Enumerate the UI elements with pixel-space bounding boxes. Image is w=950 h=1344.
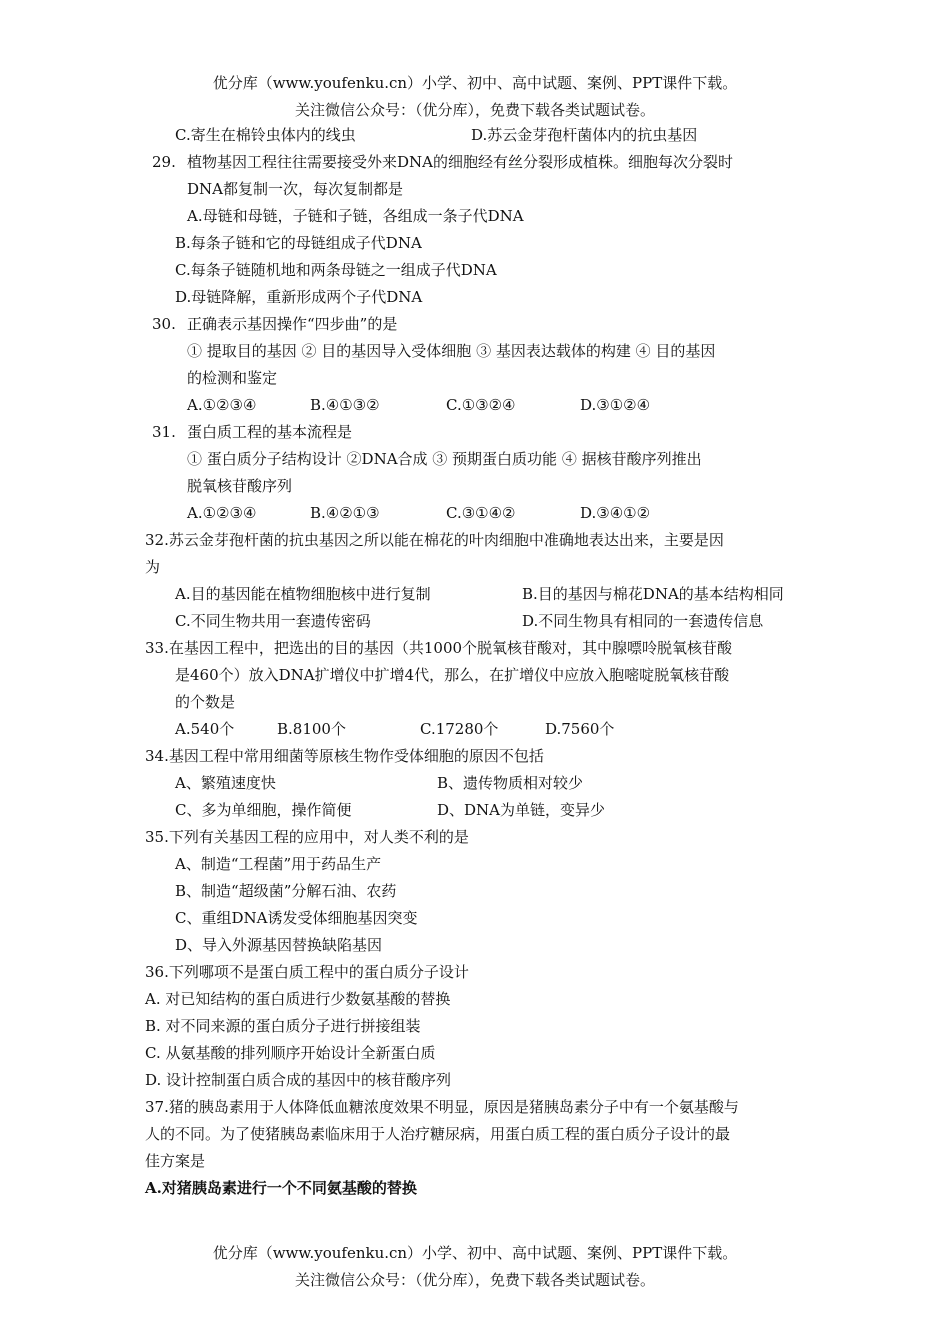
- q32-stem-1: 32.苏云金芽孢杆菌的抗虫基因之所以能在棉花的叶肉细胞中准确地表达出来，主要是因: [145, 531, 724, 549]
- q29-number: 29.: [152, 153, 176, 171]
- q29-option-d: D.母链降解，重新形成两个子代DNA: [175, 288, 423, 306]
- q34-option-a: A、繁殖速度快: [175, 774, 276, 792]
- q30-stem: 正确表示基因操作“四步曲”的是: [187, 315, 398, 333]
- q30-option-c: C.①③②④: [446, 396, 516, 414]
- q34-option-b: B、遗传物质相对较少: [437, 774, 584, 792]
- header-line-2: 关注微信公众号：（优分库），免费下载各类试题试卷。: [294, 101, 655, 119]
- q33-option-b: B.8100个: [277, 720, 346, 738]
- q31-option-b: B.④②①③: [310, 504, 380, 522]
- q36-option-a: A. 对已知结构的蛋白质进行少数氨基酸的替换: [145, 990, 451, 1008]
- q37-stem-3: 佳方案是: [145, 1152, 206, 1170]
- q32-option-d: D.不同生物具有相同的一套遗传信息: [522, 612, 764, 630]
- q36-stem: 36.下列哪项不是蛋白质工程中的蛋白质分子设计: [145, 963, 469, 981]
- footer-line-2: 关注微信公众号：（优分库），免费下载各类试题试卷。: [294, 1271, 655, 1289]
- q31-stem: 蛋白质工程的基本流程是: [187, 423, 353, 441]
- q33-option-d: D.7560个: [545, 720, 615, 738]
- q31-option-d: D.③④①②: [580, 504, 651, 522]
- q29-stem-1: 植物基因工程往往需要接受外来DNA的细胞经有丝分裂形成植株。细胞每次分裂时: [187, 153, 733, 171]
- q36-option-d: D. 设计控制蛋白质合成的基因中的核苷酸序列: [145, 1071, 452, 1089]
- q29-option-c: C.每条子链随机地和两条母链之一组成子代DNA: [175, 261, 497, 279]
- q33-stem-2: 是460个）放入DNA扩增仪中扩增4代，那么，在扩增仪中应放入胞嘧啶脱氧核苷酸: [175, 666, 730, 684]
- q32-option-a: A.目的基因能在植物细胞核中进行复制: [175, 585, 431, 603]
- q35-option-a: A、制造“工程菌”用于药品生产: [175, 855, 382, 873]
- q35-stem: 35.下列有关基因工程的应用中，对人类不利的是: [145, 828, 469, 846]
- q33-option-c: C.17280个: [420, 720, 499, 738]
- q30-number: 30.: [152, 315, 176, 333]
- q32-option-b: B.目的基因与棉花DNA的基本结构相同: [522, 585, 784, 603]
- q31-number: 31.: [152, 423, 176, 441]
- q30-option-d: D.③①②④: [580, 396, 651, 414]
- q32-stem-2: 为: [145, 558, 161, 576]
- q36-option-c: C. 从氨基酸的排列顺序开始设计全新蛋白质: [145, 1044, 436, 1062]
- q34-option-d: D、DNA为单链，变异少: [437, 801, 606, 819]
- footer-line-1: 优分库（www.youfenku.cn）小学、初中、高中试题、案例、PPT课件下载。: [212, 1244, 738, 1262]
- q30-items-2: 的检测和鉴定: [187, 369, 278, 387]
- q35-option-d: D、导入外源基因替换缺陷基因: [175, 936, 383, 954]
- q34-stem: 34.基因工程中常用细菌等原核生物作受体细胞的原因不包括: [145, 747, 544, 765]
- q37-option-a: A.对猪胰岛素进行一个不同氨基酸的替换: [145, 1179, 417, 1197]
- q33-option-a: A.540个: [175, 720, 235, 738]
- q31-items-1: ① 蛋白质分子结构设计 ②DNA合成 ③ 预期蛋白质功能 ④ 据核苷酸序列推出: [187, 450, 702, 468]
- q37-stem-1: 37.猪的胰岛素用于人体降低血糖浓度效果不明显，原因是猪胰岛素分子中有一个氨基酸与: [145, 1098, 739, 1116]
- q30-option-a: A.①②③④: [187, 396, 257, 414]
- q31-option-a: A.①②③④: [187, 504, 257, 522]
- q28-option-d: D.苏云金芽孢杆菌体内的抗虫基因: [471, 126, 698, 144]
- q29-option-b: B.每条子链和它的母链组成子代DNA: [175, 234, 422, 252]
- q36-option-b: B. 对不同来源的蛋白质分子进行拼接组装: [145, 1017, 421, 1035]
- q29-option-a: A.母链和母链，子链和子链，各组成一条子代DNA: [187, 207, 524, 225]
- q35-option-c: C、重组DNA诱发受体细胞基因突变: [175, 909, 418, 927]
- q31-items-2: 脱氧核苷酸序列: [187, 477, 293, 495]
- header-line-1: 优分库（www.youfenku.cn）小学、初中、高中试题、案例、PPT课件下载。: [212, 74, 738, 92]
- q37-stem-2: 人的不同。为了使猪胰岛素临床用于人治疗糖尿病，用蛋白质工程的蛋白质分子设计的最: [145, 1125, 731, 1143]
- q32-option-c: C.不同生物共用一套遗传密码: [175, 612, 371, 630]
- q34-option-c: C、多为单细胞，操作简便: [175, 801, 352, 819]
- q30-items-1: ① 提取目的基因 ② 目的基因导入受体细胞 ③ 基因表达载体的构建 ④ 目的基因: [187, 342, 716, 360]
- q33-stem-3: 的个数是: [175, 693, 236, 711]
- q28-option-c: C.寄生在棉铃虫体内的线虫: [175, 126, 356, 144]
- q31-option-c: C.③①④②: [446, 504, 516, 522]
- q33-stem-1: 33.在基因工程中，把选出的目的基因（共1000个脱氧核苷酸对，其中腺嘌呤脱氧核苷酸: [145, 639, 733, 657]
- q30-option-b: B.④①③②: [310, 396, 380, 414]
- q29-stem-2: DNA都复制一次，每次复制都是: [187, 180, 403, 198]
- q35-option-b: B、制造“超级菌”分解石油、农药: [175, 882, 397, 900]
